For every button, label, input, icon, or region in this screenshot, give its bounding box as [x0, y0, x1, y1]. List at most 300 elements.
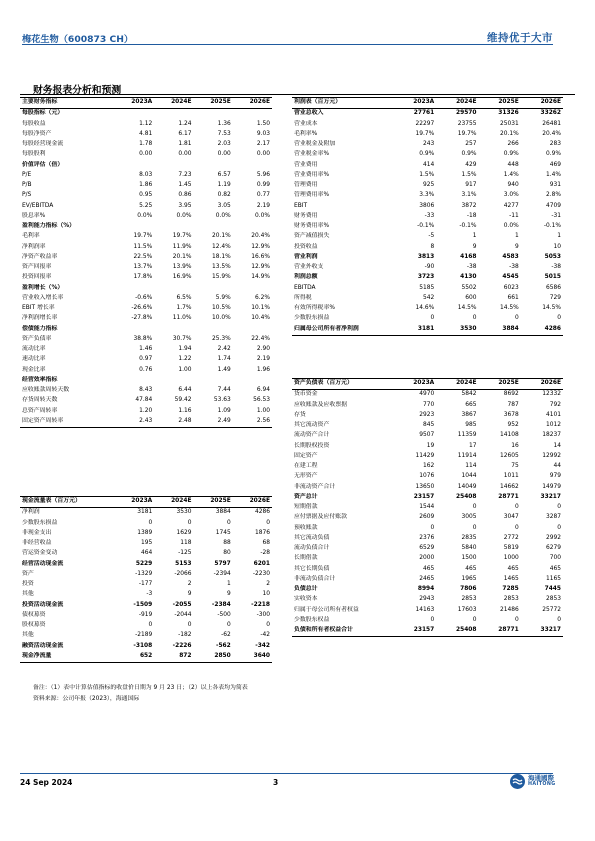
cell-value: 8692	[503, 391, 519, 398]
row-label: 资产总计	[294, 493, 318, 500]
cell-value: 2465	[419, 575, 435, 582]
cell-value	[154, 284, 193, 294]
cell-value: 17	[469, 442, 477, 449]
table-row	[292, 171, 563, 181]
cell-value: 0	[557, 504, 561, 511]
cell-value: 0.9%	[546, 151, 561, 158]
table-row	[292, 161, 563, 171]
cell-value: 12605	[500, 452, 519, 459]
cell-value: 25408	[456, 493, 477, 500]
cell-value	[154, 109, 193, 120]
cell-value: 14.5%	[457, 305, 477, 312]
table-note: 备注：（1）表中计算估值指标的收盘价日期为 9 月 23 日；（2）以上各表均为简表	[33, 685, 248, 691]
cell-value: 0.0%	[137, 212, 153, 219]
cell-value: 2943	[419, 596, 435, 603]
cell-value: 0	[472, 616, 477, 623]
cell-value: 10.5%	[212, 305, 231, 312]
cell-value: 6.17	[178, 130, 192, 137]
table-title: 利润表（百万元）	[292, 98, 394, 109]
cell-value: 1.12	[139, 120, 153, 127]
row-label: 有效所得税率%	[294, 305, 335, 312]
cell-value	[194, 222, 233, 232]
cell-value: 1.96	[256, 366, 270, 373]
row-label: 非现金支出	[22, 529, 52, 536]
table-row	[20, 202, 272, 212]
row-label: 盈利增长（%）	[22, 284, 64, 291]
row-label: 盈利能力指标（%）	[22, 223, 76, 230]
row-label: 货币资金	[294, 391, 318, 398]
cell-value: 12992	[542, 452, 561, 459]
cell-value: 7806	[460, 586, 477, 593]
cell-value: 3.05	[217, 202, 231, 209]
table-header-row	[20, 98, 272, 109]
cell-value: 114	[465, 463, 477, 470]
cell-value	[115, 161, 154, 171]
income-statement-table	[292, 97, 563, 335]
table-row	[20, 355, 272, 365]
cell-value: 14662	[500, 483, 519, 490]
cell-value: 13650	[415, 483, 435, 490]
row-label: 管理费用	[294, 182, 318, 189]
year-header: 2026E	[521, 379, 563, 390]
cell-value: 14163	[415, 606, 435, 613]
table-row	[292, 130, 563, 140]
table-header-row	[292, 379, 563, 390]
table-row	[292, 120, 563, 130]
cell-value: 11.9%	[172, 243, 192, 250]
cell-value: 56.53	[253, 397, 270, 404]
cell-value: 8.03	[139, 171, 153, 178]
cell-value: 1000	[503, 555, 519, 562]
table-row	[20, 120, 272, 130]
cell-value: 8994	[417, 586, 435, 593]
table-row	[20, 140, 272, 150]
cell-value: 33217	[540, 493, 561, 500]
cell-value: 872	[179, 652, 192, 659]
cell-value: 9507	[419, 432, 435, 439]
cell-value	[115, 284, 154, 294]
cell-value: -182	[178, 632, 192, 639]
cell-value: 14049	[457, 483, 477, 490]
cell-value: 5797	[214, 560, 231, 567]
cell-value: 88	[223, 540, 231, 547]
cell-value: 0.0%	[176, 212, 192, 219]
cell-value: 5819	[503, 545, 519, 552]
cell-value: 1.74	[217, 356, 231, 363]
row-label: 少数股东损益	[294, 315, 330, 322]
cell-value: -27.8%	[131, 315, 153, 322]
table-row	[20, 519, 272, 529]
cell-value: 25031	[500, 120, 519, 127]
row-label: 应收账款周转天数	[22, 387, 70, 394]
table-row	[20, 396, 272, 406]
cell-value	[194, 161, 233, 171]
cell-value: 0.86	[178, 192, 192, 199]
row-label: 存货	[294, 411, 306, 418]
row-label: 非流动负债合计	[294, 575, 336, 582]
cell-value: 14.6%	[415, 305, 435, 312]
cell-value: 1.00	[256, 407, 270, 414]
cell-value: 429	[465, 161, 477, 168]
table-row	[20, 325, 272, 335]
table-row	[292, 314, 563, 324]
cell-value: 0.97	[139, 356, 153, 363]
cell-value: 14.9%	[251, 274, 270, 281]
cell-value: 3047	[503, 514, 519, 521]
table-bottom-rule	[20, 662, 272, 663]
cell-value	[233, 109, 272, 120]
year-header: 2026E	[233, 98, 272, 109]
cell-value: 59.42	[174, 397, 192, 404]
table-row	[292, 462, 563, 472]
row-label: 投资回报率	[22, 274, 52, 281]
cell-value: 13.9%	[172, 264, 192, 271]
row-label: 股息率%	[22, 212, 46, 219]
cell-value: 0.00	[217, 151, 231, 158]
cell-value: -2218	[251, 601, 270, 608]
row-label: 营运资金变动	[22, 550, 58, 557]
cell-value: 14108	[500, 432, 519, 439]
cell-value: 2.42	[217, 346, 231, 353]
cell-value: 4168	[460, 253, 477, 260]
cell-value: 1465	[503, 575, 519, 582]
cell-value: 4709	[546, 202, 561, 209]
row-label: 短期借款	[294, 504, 318, 511]
cell-value: 1.86	[139, 182, 153, 189]
row-label: P/E	[22, 171, 32, 178]
year-header: 2023A	[115, 497, 154, 508]
row-label: 股权募资	[22, 622, 46, 629]
row-label: 负债和所有者权益合计	[294, 627, 353, 634]
cell-value: 0	[266, 519, 270, 526]
cell-value: 20.1%	[500, 130, 519, 137]
cell-value: 787	[507, 401, 519, 408]
row-label: 归属于母公司所有者权益	[294, 606, 359, 613]
table-row	[20, 570, 272, 580]
year-header: 2026E	[521, 98, 563, 109]
cell-value: 0	[515, 504, 519, 511]
cell-value: 4970	[419, 391, 435, 398]
cell-value	[194, 284, 233, 294]
cell-value: 14.5%	[500, 305, 519, 312]
cell-value: 3.1%	[461, 192, 477, 199]
cell-value: 661	[507, 294, 519, 301]
cell-value: 9.03	[256, 130, 270, 137]
table-header-row	[20, 497, 272, 508]
row-label: 存货周转天数	[22, 397, 58, 404]
cell-value: 4277	[503, 202, 519, 209]
cell-value: 4583	[502, 253, 519, 260]
row-label: EBIT	[294, 202, 308, 209]
row-label: 净资产收益率	[22, 253, 58, 260]
logo-english-text: HAITONG	[528, 781, 556, 787]
cell-value: 7.53	[217, 130, 231, 137]
cell-value	[115, 109, 154, 120]
table-row	[292, 554, 563, 564]
cell-value: 0.9%	[461, 151, 477, 158]
row-label: 经营活动现金流	[22, 560, 64, 567]
table-row	[292, 524, 563, 534]
row-label: 其它流动负债	[294, 534, 330, 541]
row-label: P/B	[22, 182, 32, 189]
cell-value: 11429	[415, 452, 435, 459]
table-row	[20, 601, 272, 611]
cell-value: 5840	[461, 545, 477, 552]
cell-value: 1.94	[178, 346, 192, 353]
cell-value: 0.00	[178, 151, 192, 158]
cell-value: 19.7%	[415, 130, 435, 137]
cell-value: 5842	[461, 391, 477, 398]
cell-value: -38	[509, 264, 519, 271]
cell-value: 665	[465, 401, 477, 408]
cell-value: 2853	[503, 596, 519, 603]
cell-value: 10.0%	[212, 315, 231, 322]
cell-value: 700	[549, 555, 561, 562]
cell-value: 985	[465, 422, 477, 429]
company-header: 梅花生物（600873 CH）	[22, 34, 134, 45]
cell-value: 0	[515, 616, 519, 623]
logo-chinese-text: 海通國際	[528, 774, 554, 783]
rating-header: 维持优于大市	[487, 32, 553, 44]
cell-value: -31	[551, 212, 561, 219]
cell-value: 0	[430, 315, 435, 322]
cell-value: 1.78	[139, 141, 153, 148]
table-row	[20, 304, 272, 314]
cell-value: 414	[423, 161, 435, 168]
table-row	[20, 508, 272, 519]
cell-value: 75	[511, 463, 519, 470]
cell-value: 0	[472, 504, 477, 511]
cell-value: 0.0%	[255, 212, 270, 219]
cell-value: 25.3%	[212, 335, 231, 342]
cell-value: 5185	[419, 284, 435, 291]
row-label: EBITDA	[294, 284, 316, 291]
cell-value: 118	[180, 540, 192, 547]
table-bottom-rule	[292, 335, 563, 336]
cell-value: 1	[515, 233, 519, 240]
year-header: 2024E	[154, 98, 193, 109]
cell-value: 2923	[419, 411, 435, 418]
cell-value: 6201	[253, 560, 270, 567]
cell-value: 3806	[419, 202, 435, 209]
cell-value: 600	[465, 294, 477, 301]
cell-value: 12.9%	[251, 264, 270, 271]
cell-value: 2.49	[217, 417, 231, 424]
cell-value	[115, 325, 154, 335]
balance-sheet-table	[292, 378, 563, 636]
cell-value: 23157	[413, 627, 435, 634]
cell-value: 283	[549, 141, 561, 148]
cell-value: 10	[262, 591, 270, 598]
table-row	[292, 191, 563, 201]
cell-value: 13.7%	[133, 264, 153, 271]
table-row	[20, 642, 272, 652]
cell-value: 13.5%	[212, 264, 231, 271]
table-row	[292, 243, 563, 253]
cell-value: 1500	[461, 555, 477, 562]
cell-value: 0	[472, 315, 477, 322]
cell-value	[233, 325, 272, 335]
cell-value: -500	[217, 611, 231, 618]
cell-value: 770	[423, 401, 435, 408]
table-title: 主要财务指标	[20, 98, 115, 109]
cell-value: 1.81	[178, 141, 192, 148]
cell-value: 10.4%	[251, 315, 270, 322]
cell-value: 80	[223, 550, 231, 557]
row-label: 投资收益	[294, 243, 318, 250]
row-label: 利润总额	[294, 274, 318, 281]
table-row	[292, 181, 563, 191]
cell-value: 3.0%	[503, 192, 519, 199]
cell-value: 17603	[457, 606, 477, 613]
cell-value: 6586	[546, 284, 561, 291]
cell-value: 1	[472, 233, 477, 240]
row-label: 现金净流量	[22, 652, 52, 659]
cell-value: -18	[466, 212, 477, 219]
page-number: 3	[273, 778, 279, 787]
row-label: 营业税金及附加	[294, 141, 336, 148]
row-label: 投资	[22, 581, 34, 588]
table-row	[292, 616, 563, 626]
cell-value: 0.00	[256, 151, 270, 158]
table-row	[20, 417, 272, 427]
cell-value: 2376	[419, 534, 435, 541]
cell-value: 0	[472, 524, 477, 531]
cell-value: 2835	[461, 534, 477, 541]
cell-value: 18237	[542, 432, 561, 439]
row-label: 流动资产合计	[294, 432, 330, 439]
row-label: 预收账款	[294, 524, 318, 531]
cell-value: -3108	[133, 642, 153, 649]
row-label: 应收账款及应收票据	[294, 401, 348, 408]
cell-value: 25408	[456, 627, 477, 634]
cell-value: 16	[511, 442, 519, 449]
cell-value: 1965	[461, 575, 477, 582]
cell-value: 1.20	[139, 407, 153, 414]
cell-value: 3813	[417, 253, 435, 260]
cell-value: 29570	[456, 110, 477, 117]
cell-value: 22.5%	[133, 253, 153, 260]
cell-value: 14.5%	[542, 305, 561, 312]
row-label: 资产回报率	[22, 264, 52, 271]
section-title: 财务报表分析和预测	[33, 85, 122, 96]
cell-value: 53.63	[213, 397, 231, 404]
cell-value: 8	[430, 243, 435, 250]
row-label: 长期股权投资	[294, 442, 330, 449]
table-row	[292, 534, 563, 544]
cell-value: 0.77	[256, 192, 270, 199]
cell-value: 2	[266, 581, 270, 588]
cell-value: 1	[227, 581, 231, 588]
cell-value: 0.9%	[419, 151, 435, 158]
cell-value: 17.8%	[133, 274, 153, 281]
cell-value: 243	[423, 141, 435, 148]
row-label: 其它长期负债	[294, 565, 330, 572]
table-row	[20, 539, 272, 549]
cell-value: 5229	[135, 560, 153, 567]
cell-value: 23755	[457, 120, 477, 127]
table-row	[20, 376, 272, 386]
cell-value: 19	[426, 442, 435, 449]
table-row	[292, 253, 563, 263]
cell-value	[233, 222, 272, 232]
table-row	[20, 631, 272, 641]
section-divider	[20, 94, 575, 95]
cell-value: 2853	[546, 596, 561, 603]
table-row	[292, 294, 563, 304]
row-label: 融资活动现金流	[22, 642, 64, 649]
row-label: 财务费用	[294, 212, 318, 219]
table-bottom-rule	[20, 427, 272, 428]
cell-value: 0.0%	[215, 212, 231, 219]
cell-value: 7.23	[178, 171, 192, 178]
table-row	[292, 431, 563, 441]
cell-value: 2.19	[256, 356, 270, 363]
cell-value: 1012	[546, 422, 561, 429]
cell-value: 6.94	[256, 387, 270, 394]
row-label: 非流动资产合计	[294, 483, 336, 490]
cell-value: 11914	[457, 452, 477, 459]
row-label: 归属母公司所有者净利润	[294, 325, 359, 332]
row-label: 营业成本	[294, 120, 318, 127]
cell-value: 0	[227, 519, 231, 526]
cell-value: 1544	[419, 504, 435, 511]
cell-value: 1076	[419, 473, 435, 480]
cell-value	[233, 376, 272, 386]
table-row	[292, 222, 563, 232]
year-header: 2025E	[479, 379, 521, 390]
cell-value: 9	[227, 591, 231, 598]
cell-value: -2384	[211, 601, 231, 608]
row-label: 每股净资产	[22, 130, 52, 137]
row-label: 价值评估（倍）	[22, 161, 64, 168]
cell-value: 30.7%	[172, 335, 192, 342]
header-divider	[22, 44, 553, 45]
cell-value: 1.09	[217, 407, 231, 414]
cell-value: 23157	[413, 493, 435, 500]
cell-value: 0	[515, 315, 519, 322]
row-label: 毛利率%	[294, 130, 318, 137]
cell-value: 0.95	[139, 192, 153, 199]
table-row	[20, 590, 272, 600]
cell-value: 845	[423, 422, 435, 429]
cell-value: 3287	[546, 514, 561, 521]
cell-value: 3884	[502, 325, 519, 332]
cell-value: -62	[221, 632, 231, 639]
cell-value: 2.19	[256, 202, 270, 209]
cell-value: 44	[553, 463, 561, 470]
cell-value: 3.95	[178, 202, 192, 209]
row-label: 营业税金率%	[294, 151, 330, 158]
cell-value: 2853	[461, 596, 477, 603]
table-row	[20, 161, 272, 171]
cell-value: -125	[178, 550, 192, 557]
year-header: 2023A	[394, 98, 436, 109]
cell-value: -2044	[174, 611, 192, 618]
cell-value: 5153	[175, 560, 192, 567]
row-label: 偿债能力指标	[22, 325, 58, 332]
cell-value: 1165	[546, 575, 561, 582]
row-label: 营业外收支	[294, 264, 324, 271]
cell-value: 2772	[503, 534, 519, 541]
cell-value: 16.6%	[251, 253, 270, 260]
cell-value: 33217	[540, 627, 561, 634]
row-label: 投资活动现金流	[22, 601, 64, 608]
cell-value: 1.4%	[503, 171, 519, 178]
key-financial-indicators-table	[20, 97, 272, 427]
cell-value: 1011	[503, 473, 519, 480]
table-row	[20, 549, 272, 559]
